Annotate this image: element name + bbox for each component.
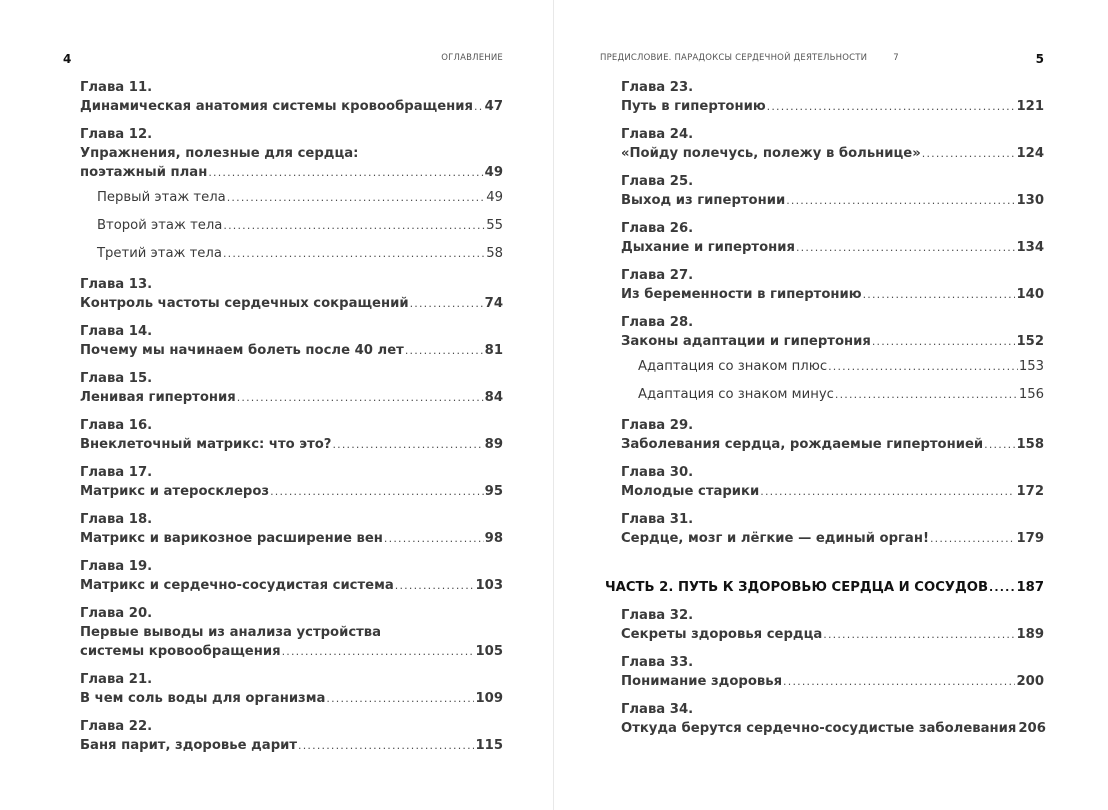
chapter-title: Дыхание и гипертония <box>621 240 795 255</box>
chapter-label: Глава 28. <box>621 315 694 330</box>
subsection-title: Адаптация со знаком плюс <box>638 359 828 374</box>
page-ref: 89 <box>484 437 503 452</box>
chapter-label: Глава 11. <box>80 80 153 95</box>
chapter-title: Внеклеточный матрикс: что это? <box>80 437 332 452</box>
toc-subentry[interactable] <box>80 216 503 235</box>
toc-entry <box>621 719 1044 738</box>
chapter-title: Матрикс и сердечно-сосудистая система <box>80 578 394 593</box>
dot-leader <box>760 482 1015 501</box>
dot-leader <box>783 672 1015 691</box>
toc-chapter[interactable] <box>80 557 503 595</box>
toc-chapter[interactable] <box>80 416 503 454</box>
dot-leader <box>767 97 1016 116</box>
chapter-title: Сердце, мозг и лёгкие — единый орган! <box>621 531 929 546</box>
chapter-label: Глава 30. <box>621 465 694 480</box>
chapter-label: Глава 26. <box>621 221 694 236</box>
toc-chapter[interactable] <box>80 670 503 708</box>
toc-chapter[interactable] <box>621 125 1044 163</box>
chapter-title: Путь в гипертонию <box>621 99 766 114</box>
chapter-label: Глава 20. <box>80 606 153 621</box>
dot-leader <box>384 529 484 548</box>
dot-leader <box>863 285 1016 304</box>
page-ref: 152 <box>1016 334 1044 349</box>
chapter-label: Глава 13. <box>80 277 153 292</box>
dot-leader <box>298 736 474 755</box>
running-head-number: 7 <box>893 53 899 63</box>
page-ref: 187 <box>1016 580 1044 595</box>
toc-subentry[interactable] <box>621 385 1044 404</box>
page-ref: 95 <box>484 484 503 499</box>
dot-leader <box>835 385 1018 404</box>
chapter-label: Глава 33. <box>621 655 694 670</box>
dot-leader <box>405 341 484 360</box>
page-ref: 130 <box>1016 193 1044 208</box>
chapter-title: «Пойду полечусь, полежу в больнице» <box>621 146 921 161</box>
toc-chapter[interactable] <box>621 219 1044 257</box>
toc-subentry[interactable] <box>80 188 503 207</box>
toc-subentry[interactable] <box>80 244 503 263</box>
toc-part-heading[interactable] <box>605 578 1044 597</box>
chapter-title: поэтажный план <box>80 165 208 180</box>
chapter-title: Секреты здоровья сердца <box>621 627 823 642</box>
dot-leader <box>227 188 485 207</box>
toc-entry <box>80 482 503 501</box>
toc-subentry[interactable] <box>621 357 1044 376</box>
chapter-title: Из беременности в гипертонию <box>621 287 862 302</box>
page-ref: 153 <box>1018 359 1044 374</box>
part-title: ЧАСТЬ 2. ПУТЬ К ЗДОРОВЬЮ СЕРДЦА И СОСУДОВ <box>605 580 989 595</box>
toc-chapter[interactable] <box>621 510 1044 548</box>
chapter-label: Глава 16. <box>80 418 153 433</box>
toc-chapter[interactable] <box>621 463 1044 501</box>
chapter-label: Глава 23. <box>621 80 694 95</box>
running-head <box>600 53 899 63</box>
chapter-title: Контроль частоты сердечных сокращений <box>80 296 409 311</box>
page-ref: 158 <box>1016 437 1044 452</box>
dot-leader <box>930 529 1016 548</box>
dot-leader <box>922 144 1016 163</box>
page-ref: 109 <box>475 691 503 706</box>
dot-leader <box>823 625 1015 644</box>
page-ref: 140 <box>1016 287 1044 302</box>
page-ref: 200 <box>1016 674 1044 689</box>
chapter-label: Глава 25. <box>621 174 694 189</box>
page-ref: 115 <box>475 738 503 753</box>
toc-entry <box>621 625 1044 644</box>
toc-chapter[interactable] <box>621 266 1044 304</box>
page-ref: 179 <box>1016 531 1044 546</box>
toc-entry <box>621 672 1044 691</box>
toc-chapter[interactable] <box>621 606 1044 644</box>
toc-chapter[interactable] <box>80 510 503 548</box>
page-ref: 105 <box>475 644 503 659</box>
chapter-title: системы кровообращения <box>80 644 281 659</box>
dot-leader <box>786 191 1015 210</box>
toc-chapter[interactable] <box>621 78 1044 116</box>
page-number: 4 <box>63 52 72 66</box>
dot-leader <box>223 244 485 263</box>
toc-entry <box>80 341 503 360</box>
page-ref: 49 <box>484 165 503 180</box>
chapter-title: Матрикс и атеросклероз <box>80 484 270 499</box>
page-ref: 84 <box>484 390 503 405</box>
toc-entry <box>80 163 503 182</box>
page-ref: 206 <box>1018 721 1046 736</box>
toc-entry <box>621 285 1044 304</box>
toc-entry <box>80 689 503 708</box>
dot-leader <box>872 332 1016 351</box>
chapter-label: Глава 15. <box>80 371 153 386</box>
chapter-title: Понимание здоровья <box>621 674 783 689</box>
toc-entry <box>80 435 503 454</box>
dot-leader <box>989 578 1015 597</box>
page-ref: 121 <box>1016 99 1044 114</box>
page-number: 5 <box>1035 52 1044 66</box>
toc-chapter[interactable] <box>80 125 503 182</box>
chapter-label: Глава 27. <box>621 268 694 283</box>
toc-entry <box>80 388 503 407</box>
toc-chapter[interactable] <box>80 322 503 360</box>
page-ref: 156 <box>1018 387 1044 402</box>
page-ref: 189 <box>1016 627 1044 642</box>
toc-entry <box>621 529 1044 548</box>
chapter-title: Ленивая гипертония <box>80 390 236 405</box>
table-of-contents <box>605 78 1046 747</box>
toc-entry <box>621 435 1044 454</box>
page-ref: 103 <box>475 578 503 593</box>
subsection-title: Второй этаж тела <box>97 218 223 233</box>
dot-leader <box>326 689 474 708</box>
chapter-title: Почему мы начинаем болеть после 40 лет <box>80 343 404 358</box>
running-head: ОГЛАВЛЕНИЕ <box>441 53 503 63</box>
toc-entry <box>621 191 1044 210</box>
dot-leader <box>223 216 485 235</box>
dot-leader <box>474 97 484 116</box>
page-ref: 49 <box>486 190 503 205</box>
page-ref: 58 <box>486 246 503 261</box>
chapter-title: Заболевания сердца, рождаемые гипертонией <box>621 437 984 452</box>
left-page <box>0 0 553 810</box>
chapter-label: Глава 29. <box>621 418 694 433</box>
chapter-label: Глава 18. <box>80 512 153 527</box>
chapter-title: Матрикс и варикозное расширение вен <box>80 531 383 546</box>
page-ref: 55 <box>486 218 503 233</box>
toc-chapter[interactable] <box>80 78 503 116</box>
toc-chapter[interactable] <box>80 275 503 313</box>
subsection-title: Третий этаж тела <box>97 246 222 261</box>
toc-entry <box>80 97 503 116</box>
dot-leader <box>796 238 1016 257</box>
chapter-title-line: Упражнения, полезные для сердца: <box>80 146 359 161</box>
chapter-label: Глава 19. <box>80 559 153 574</box>
chapter-title-line: Первые выводы из анализа устройства <box>80 625 382 640</box>
page-ref: 98 <box>484 531 503 546</box>
dot-leader <box>237 388 484 407</box>
chapter-title: Выход из гипертонии <box>621 193 786 208</box>
page-ref: 81 <box>484 343 503 358</box>
running-head-title: ПРЕДИСЛОВИЕ. ПАРАДОКСЫ СЕРДЕЧНОЙ ДЕЯТЕЛЬНОСТИ <box>600 53 868 63</box>
toc-chapter[interactable] <box>80 717 503 755</box>
page-ref: 47 <box>484 99 503 114</box>
toc-entry <box>80 736 503 755</box>
toc-entry <box>621 97 1044 116</box>
toc-entry <box>80 529 503 548</box>
subsection-list <box>80 188 503 263</box>
chapter-label: Глава 12. <box>80 127 153 142</box>
dot-leader <box>410 294 484 313</box>
dot-leader <box>270 482 484 501</box>
right-page <box>554 0 1108 810</box>
subsection-title: Первый этаж тела <box>97 190 226 205</box>
dot-leader <box>828 357 1018 376</box>
toc-chapter[interactable] <box>621 313 1044 351</box>
dot-leader <box>282 642 475 661</box>
toc-entry <box>621 144 1044 163</box>
chapter-label: Глава 34. <box>621 702 694 717</box>
toc-chapter[interactable] <box>621 700 1044 738</box>
chapter-title: Законы адаптации и гипертония <box>621 334 871 349</box>
dot-leader <box>984 435 1015 454</box>
table-of-contents <box>80 78 503 764</box>
page-ref: 172 <box>1016 484 1044 499</box>
chapter-label: Глава 17. <box>80 465 153 480</box>
toc-entry <box>80 642 503 661</box>
subsection-title: Адаптация со знаком минус <box>638 387 834 402</box>
chapter-label: Глава 21. <box>80 672 153 687</box>
chapter-title: Молодые старики <box>621 484 760 499</box>
dot-leader <box>395 576 475 595</box>
toc-entry <box>80 294 503 313</box>
page-ref: 134 <box>1016 240 1044 255</box>
toc-entry <box>80 576 503 595</box>
chapter-label: Глава 24. <box>621 127 694 142</box>
chapter-label: Глава 22. <box>80 719 153 734</box>
toc-entry <box>621 332 1044 351</box>
chapter-title: В чем соль воды для организма <box>80 691 326 706</box>
toc-chapter[interactable] <box>80 604 503 661</box>
toc-chapter[interactable] <box>621 416 1044 454</box>
dot-leader <box>208 163 483 182</box>
toc-chapter[interactable] <box>80 369 503 407</box>
toc-entry <box>621 482 1044 501</box>
toc-entry <box>621 238 1044 257</box>
chapter-title: Баня парит, здоровье дарит <box>80 738 298 753</box>
chapter-label: Глава 32. <box>621 608 694 623</box>
toc-chapter[interactable] <box>80 463 503 501</box>
subsection-list <box>621 357 1044 404</box>
page-ref: 124 <box>1016 146 1044 161</box>
chapter-title: Откуда берутся сердечно-сосудистые заболевания <box>621 721 1017 736</box>
page-ref: 74 <box>484 296 503 311</box>
chapter-title: Динамическая анатомия системы кровообращения <box>80 99 473 114</box>
chapter-label: Глава 31. <box>621 512 694 527</box>
chapter-label: Глава 14. <box>80 324 153 339</box>
dot-leader <box>332 435 483 454</box>
toc-chapter[interactable] <box>621 172 1044 210</box>
toc-chapter[interactable] <box>621 653 1044 691</box>
